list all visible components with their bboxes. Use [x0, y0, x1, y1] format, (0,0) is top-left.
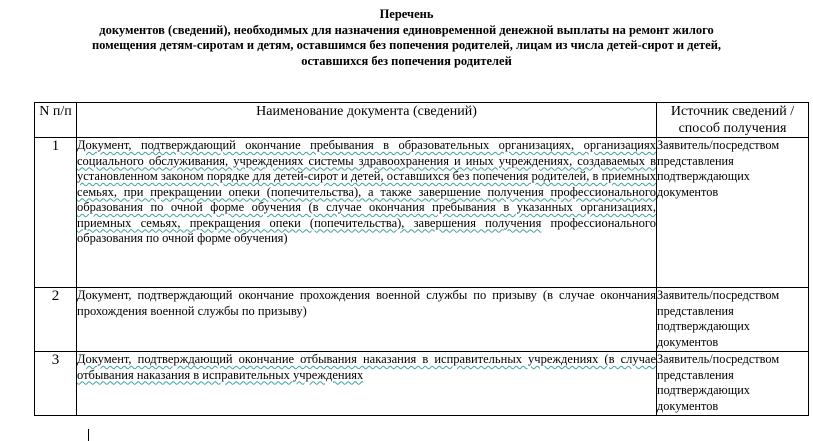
header-num: N п/п [35, 103, 77, 138]
document-name-cell[interactable] [77, 288, 657, 352]
document-name-cell[interactable] [77, 352, 657, 416]
documents-table [34, 102, 809, 416]
header-document-name: Наименование документа (сведений) [77, 103, 657, 138]
title-line: оставшихся без попечения родителей [301, 53, 512, 68]
table-header-row [35, 103, 809, 138]
table-row [35, 288, 809, 352]
row-number: 1 [35, 138, 77, 288]
source-cell[interactable]: Заявитель/посредством представления подтверждающих документов [657, 288, 809, 352]
title-line: помещения детям-сиротам и детям, оставшимся без попечения родителей, лицам из числа детей-сирот и детей, [91, 38, 722, 52]
table-row [35, 138, 809, 288]
document-name-text: профессионального образования по очной форме обучения) [77, 215, 656, 245]
text-cursor [88, 429, 89, 441]
title-heading: Перечень [379, 7, 434, 21]
row-number: 3 [35, 352, 77, 416]
row-number: 2 [35, 288, 77, 352]
source-cell[interactable]: Заявитель/посредством представления подтверждающих документов [657, 352, 809, 416]
spellcheck-marked-text: Документ, подтверждающий окончание пребывания в образовательных организациях, организациях социального обслуживания, учреждениях системы здравоохранения и иных учреждениях, создаваемых в установленном законом порядке для детей-сирот и детей, оставшихся без попечения родителей, в приемных семьях, при прекращении опеки (попечительства), а также завершение получения профессионального образования по очной форме обучения (в случае окончания пребывания в указанных организациях, приемных семьях, прекращения опеки (попечительства), завершения получения [77, 138, 656, 230]
title-line: документов (сведений), необходимых для назначения единовременной денежной выплаты на ремонт жилого [99, 22, 714, 37]
document-name-cell[interactable] [77, 138, 657, 288]
document-title [0, 7, 813, 69]
spellcheck-marked-text: Документ, подтверждающий окончание отбывания наказания в исправительных учреждениях (в случае отбывания наказания в исправительных учреждениях [77, 352, 656, 382]
source-cell[interactable]: Заявитель/посредством представления подтверждающих документов [657, 138, 809, 288]
document-name-text: Документ, подтверждающий окончание прохождения военной службы по призыву (в случае окончания прохождения военной службы по призыву) [77, 288, 656, 318]
header-source: Источник сведений / способ получения [657, 103, 809, 138]
table-row [35, 352, 809, 416]
